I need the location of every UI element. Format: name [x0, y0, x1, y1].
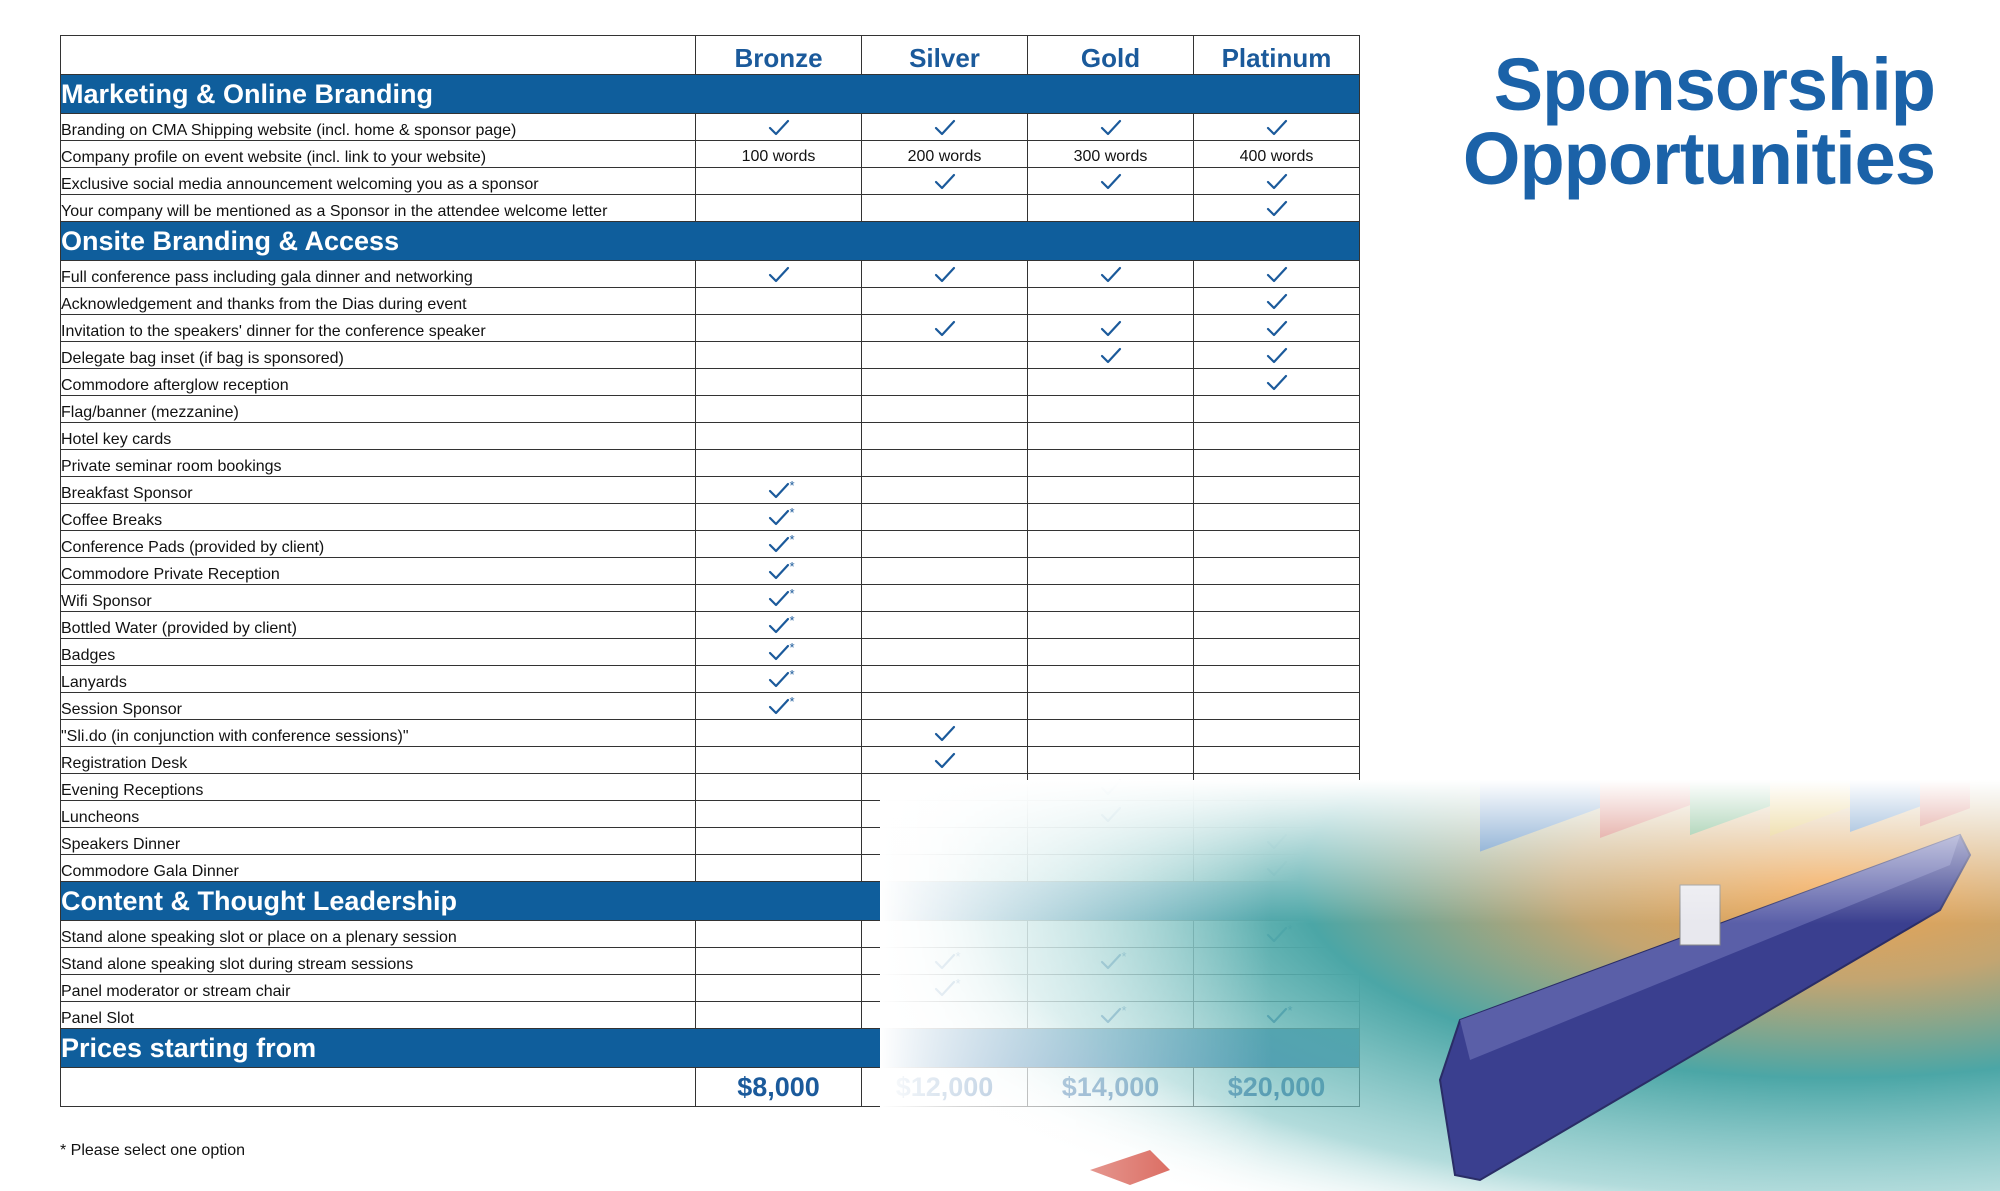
check-icon	[1100, 119, 1122, 137]
tier-cell-silver	[862, 531, 1028, 558]
tier-cell-silver	[862, 114, 1028, 141]
check-icon	[768, 698, 790, 716]
tier-cell-bronze	[696, 450, 862, 477]
tier-cell-gold	[1028, 693, 1194, 720]
tier-cell-platinum	[1194, 261, 1360, 288]
word-count: 300 words	[1073, 148, 1148, 165]
check-icon	[768, 671, 790, 689]
page-title-line-2: Opportunities	[1462, 117, 1935, 200]
check-icon	[768, 509, 790, 527]
tier-cell-gold	[1028, 288, 1194, 315]
tier-cell-silver	[862, 288, 1028, 315]
tier-cell-platinum	[1194, 342, 1360, 369]
check-icon	[768, 617, 790, 635]
tier-cell-bronze	[696, 828, 862, 855]
row-label: Speakers Dinner	[61, 828, 696, 855]
tier-cell-platinum	[1194, 423, 1360, 450]
tier-cell-platinum	[1194, 666, 1360, 693]
row-label: Luncheons	[61, 801, 696, 828]
check-icon	[768, 590, 790, 608]
tier-cell-platinum	[1194, 396, 1360, 423]
table-row	[61, 195, 1360, 222]
tier-cell-bronze	[696, 855, 862, 882]
check-with-asterisk	[762, 640, 795, 665]
asterisk-mark: *	[789, 613, 795, 628]
tier-cell-bronze	[696, 168, 862, 195]
row-label: Commodore Private Reception	[61, 558, 696, 585]
table-row	[61, 585, 1360, 612]
tier-cell-silver	[862, 612, 1028, 639]
check-icon	[768, 563, 790, 581]
asterisk-mark: *	[789, 505, 795, 520]
table-row	[61, 168, 1360, 195]
row-label: Invitation to the speakers' dinner for the conference speaker	[61, 315, 696, 342]
check-with-asterisk	[762, 559, 795, 584]
tier-cell-bronze	[696, 504, 862, 531]
tier-cell-bronze	[696, 720, 862, 747]
tier-cell-gold	[1028, 423, 1194, 450]
section-title: Onsite Branding & Access	[61, 222, 1360, 261]
tier-cell-silver	[862, 261, 1028, 288]
tier-cell-platinum	[1194, 693, 1360, 720]
table-row	[61, 141, 1360, 168]
table-row	[61, 396, 1360, 423]
row-label: Full conference pass including gala dinner and networking	[61, 261, 696, 288]
table-row	[61, 450, 1360, 477]
tier-cell-platinum	[1194, 504, 1360, 531]
tier-cell-silver	[862, 315, 1028, 342]
row-label: Stand alone speaking slot or place on a plenary session	[61, 921, 696, 948]
tier-cell-bronze	[696, 369, 862, 396]
tier-cell-silver	[862, 168, 1028, 195]
asterisk-mark: *	[789, 640, 795, 655]
tier-cell-bronze	[696, 342, 862, 369]
tier-cell-bronze	[696, 1002, 862, 1029]
asterisk-mark: *	[789, 586, 795, 601]
section-title: Marketing & Online Branding	[61, 75, 1360, 114]
tier-cell-bronze	[696, 948, 862, 975]
table-row	[61, 558, 1360, 585]
tier-cell-silver	[862, 195, 1028, 222]
row-label: Badges	[61, 639, 696, 666]
tier-cell-silver	[862, 558, 1028, 585]
check-icon	[1266, 173, 1288, 191]
tier-cell-gold	[1028, 666, 1194, 693]
tier-header-blank	[61, 36, 696, 75]
table-row	[61, 288, 1360, 315]
check-icon	[768, 536, 790, 554]
row-label: Bottled Water (provided by client)	[61, 612, 696, 639]
tier-cell-bronze	[696, 195, 862, 222]
tier-cell-bronze	[696, 975, 862, 1002]
check-icon	[1266, 119, 1288, 137]
asterisk-mark: *	[789, 694, 795, 709]
tier-cell-gold	[1028, 315, 1194, 342]
row-label: Session Sponsor	[61, 693, 696, 720]
tier-cell-platinum	[1194, 369, 1360, 396]
tier-cell-bronze	[696, 801, 862, 828]
check-icon	[1266, 266, 1288, 284]
row-label: Wifi Sponsor	[61, 585, 696, 612]
tier-cell-gold	[1028, 369, 1194, 396]
tier-cell-silver	[862, 747, 1028, 774]
tier-cell-bronze	[696, 585, 862, 612]
tier-cell-gold	[1028, 504, 1194, 531]
check-icon	[1100, 347, 1122, 365]
tier-cell-platinum	[1194, 168, 1360, 195]
row-label: Commodore afterglow reception	[61, 369, 696, 396]
tier-cell-platinum	[1194, 114, 1360, 141]
container-ship-illustration	[880, 780, 2000, 1191]
tier-cell-silver	[862, 504, 1028, 531]
table-row	[61, 342, 1360, 369]
tier-header-silver: Silver	[862, 36, 1028, 75]
check-with-asterisk	[762, 694, 795, 719]
tier-cell-bronze	[696, 141, 862, 168]
tier-header-bronze: Bronze	[696, 36, 862, 75]
table-row	[61, 114, 1360, 141]
check-icon	[768, 119, 790, 137]
table-row	[61, 666, 1360, 693]
tier-cell-gold	[1028, 114, 1194, 141]
tier-cell-gold	[1028, 531, 1194, 558]
section-header-row	[61, 75, 1360, 114]
check-icon	[1266, 320, 1288, 338]
row-label: Stand alone speaking slot during stream sessions	[61, 948, 696, 975]
section-header-row	[61, 222, 1360, 261]
check-icon	[934, 752, 956, 770]
row-label: Delegate bag inset (if bag is sponsored)	[61, 342, 696, 369]
tier-cell-platinum	[1194, 141, 1360, 168]
check-icon	[768, 266, 790, 284]
check-icon	[934, 266, 956, 284]
asterisk-mark: *	[789, 478, 795, 493]
prices-blank	[61, 1068, 696, 1107]
check-with-asterisk	[762, 532, 795, 557]
tier-cell-bronze	[696, 396, 862, 423]
check-icon	[934, 320, 956, 338]
tier-cell-bronze	[696, 531, 862, 558]
check-with-asterisk	[762, 667, 795, 692]
tier-cell-bronze	[696, 315, 862, 342]
tier-cell-bronze	[696, 666, 862, 693]
table-row	[61, 612, 1360, 639]
row-label: Flag/banner (mezzanine)	[61, 396, 696, 423]
tier-cell-silver	[862, 666, 1028, 693]
tier-cell-platinum	[1194, 450, 1360, 477]
tier-header-gold: Gold	[1028, 36, 1194, 75]
row-label: Panel moderator or stream chair	[61, 975, 696, 1002]
check-icon	[1100, 173, 1122, 191]
word-count: 400 words	[1239, 148, 1314, 165]
tier-cell-bronze	[696, 693, 862, 720]
footnote: * Please select one option	[60, 1142, 246, 1159]
tier-cell-platinum	[1194, 585, 1360, 612]
row-label: Registration Desk	[61, 747, 696, 774]
word-count: 100 words	[741, 148, 816, 165]
tier-header-platinum: Platinum	[1194, 36, 1360, 75]
row-label: Coffee Breaks	[61, 504, 696, 531]
tier-cell-gold	[1028, 639, 1194, 666]
check-icon	[768, 482, 790, 500]
tier-cell-silver	[862, 423, 1028, 450]
table-row	[61, 369, 1360, 396]
row-label: Hotel key cards	[61, 423, 696, 450]
table-row	[61, 261, 1360, 288]
price-bronze: $8,000	[696, 1068, 862, 1107]
row-label: Your company will be mentioned as a Sponsor in the attendee welcome letter	[61, 195, 696, 222]
row-label: Commodore Gala Dinner	[61, 855, 696, 882]
table-row	[61, 747, 1360, 774]
table-row	[61, 639, 1360, 666]
row-label: Panel Slot	[61, 1002, 696, 1029]
check-with-asterisk	[762, 586, 795, 611]
tier-cell-silver	[862, 477, 1028, 504]
tier-cell-gold	[1028, 450, 1194, 477]
tier-cell-silver	[862, 141, 1028, 168]
tier-cell-platinum	[1194, 288, 1360, 315]
tier-cell-silver	[862, 369, 1028, 396]
table-row	[61, 477, 1360, 504]
tier-cell-platinum	[1194, 558, 1360, 585]
tier-cell-gold	[1028, 720, 1194, 747]
check-icon	[1266, 347, 1288, 365]
tier-cell-bronze	[696, 639, 862, 666]
table-row	[61, 504, 1360, 531]
tier-cell-gold	[1028, 477, 1194, 504]
row-label: Exclusive social media announcement welcoming you as a sponsor	[61, 168, 696, 195]
tier-cell-gold	[1028, 612, 1194, 639]
tier-cell-platinum	[1194, 612, 1360, 639]
check-icon	[934, 173, 956, 191]
check-icon	[934, 725, 956, 743]
word-count: 200 words	[907, 148, 982, 165]
check-icon	[1266, 200, 1288, 218]
asterisk-mark: *	[789, 559, 795, 574]
table-row	[61, 720, 1360, 747]
table-row	[61, 531, 1360, 558]
table-row	[61, 315, 1360, 342]
table-row	[61, 693, 1360, 720]
page-title	[1462, 43, 1935, 200]
tier-cell-silver	[862, 450, 1028, 477]
row-label: Branding on CMA Shipping website (incl. home & sponsor page)	[61, 114, 696, 141]
tier-cell-gold	[1028, 396, 1194, 423]
tier-cell-bronze	[696, 612, 862, 639]
section-title: Content & Thought Leadership	[61, 882, 1360, 921]
tier-cell-platinum	[1194, 747, 1360, 774]
tier-cell-bronze	[696, 261, 862, 288]
tier-cell-silver	[862, 720, 1028, 747]
check-icon	[1100, 320, 1122, 338]
check-icon	[934, 119, 956, 137]
row-label: Breakfast Sponsor	[61, 477, 696, 504]
tier-cell-platinum	[1194, 720, 1360, 747]
tier-cell-platinum	[1194, 639, 1360, 666]
row-label: Lanyards	[61, 666, 696, 693]
tier-cell-bronze	[696, 558, 862, 585]
prices-title: Prices starting from	[61, 1029, 1360, 1068]
row-label: "Sli.do (in conjunction with conference sessions)"	[61, 720, 696, 747]
tier-header-row	[61, 36, 1360, 75]
tier-cell-bronze	[696, 921, 862, 948]
asterisk-mark: *	[789, 532, 795, 547]
tier-cell-bronze	[696, 477, 862, 504]
check-with-asterisk	[762, 613, 795, 638]
check-icon	[1266, 374, 1288, 392]
tier-cell-gold	[1028, 342, 1194, 369]
tier-cell-gold	[1028, 558, 1194, 585]
check-icon	[768, 644, 790, 662]
tier-cell-gold	[1028, 195, 1194, 222]
tier-cell-silver	[862, 693, 1028, 720]
tier-cell-bronze	[696, 288, 862, 315]
check-with-asterisk	[762, 505, 795, 530]
tier-cell-silver	[862, 396, 1028, 423]
tier-cell-bronze	[696, 774, 862, 801]
tier-cell-gold	[1028, 747, 1194, 774]
tier-cell-silver	[862, 342, 1028, 369]
tier-cell-gold	[1028, 585, 1194, 612]
tier-cell-platinum	[1194, 477, 1360, 504]
asterisk-mark: *	[789, 667, 795, 682]
tier-cell-gold	[1028, 261, 1194, 288]
check-with-asterisk	[762, 478, 795, 503]
tier-cell-bronze	[696, 114, 862, 141]
tier-cell-gold	[1028, 168, 1194, 195]
tier-cell-silver	[862, 639, 1028, 666]
row-label: Private seminar room bookings	[61, 450, 696, 477]
tier-cell-platinum	[1194, 195, 1360, 222]
check-icon	[1100, 266, 1122, 284]
tier-cell-bronze	[696, 747, 862, 774]
tier-cell-gold	[1028, 141, 1194, 168]
tier-cell-platinum	[1194, 531, 1360, 558]
tier-cell-bronze	[696, 423, 862, 450]
row-label: Acknowledgement and thanks from the Dias during event	[61, 288, 696, 315]
tier-cell-silver	[862, 585, 1028, 612]
row-label: Evening Receptions	[61, 774, 696, 801]
page-title-line-1: Sponsorship	[1493, 43, 1935, 126]
row-label: Conference Pads (provided by client)	[61, 531, 696, 558]
check-icon	[1266, 293, 1288, 311]
row-label: Company profile on event website (incl. link to your website)	[61, 141, 696, 168]
tier-cell-platinum	[1194, 315, 1360, 342]
table-row	[61, 423, 1360, 450]
